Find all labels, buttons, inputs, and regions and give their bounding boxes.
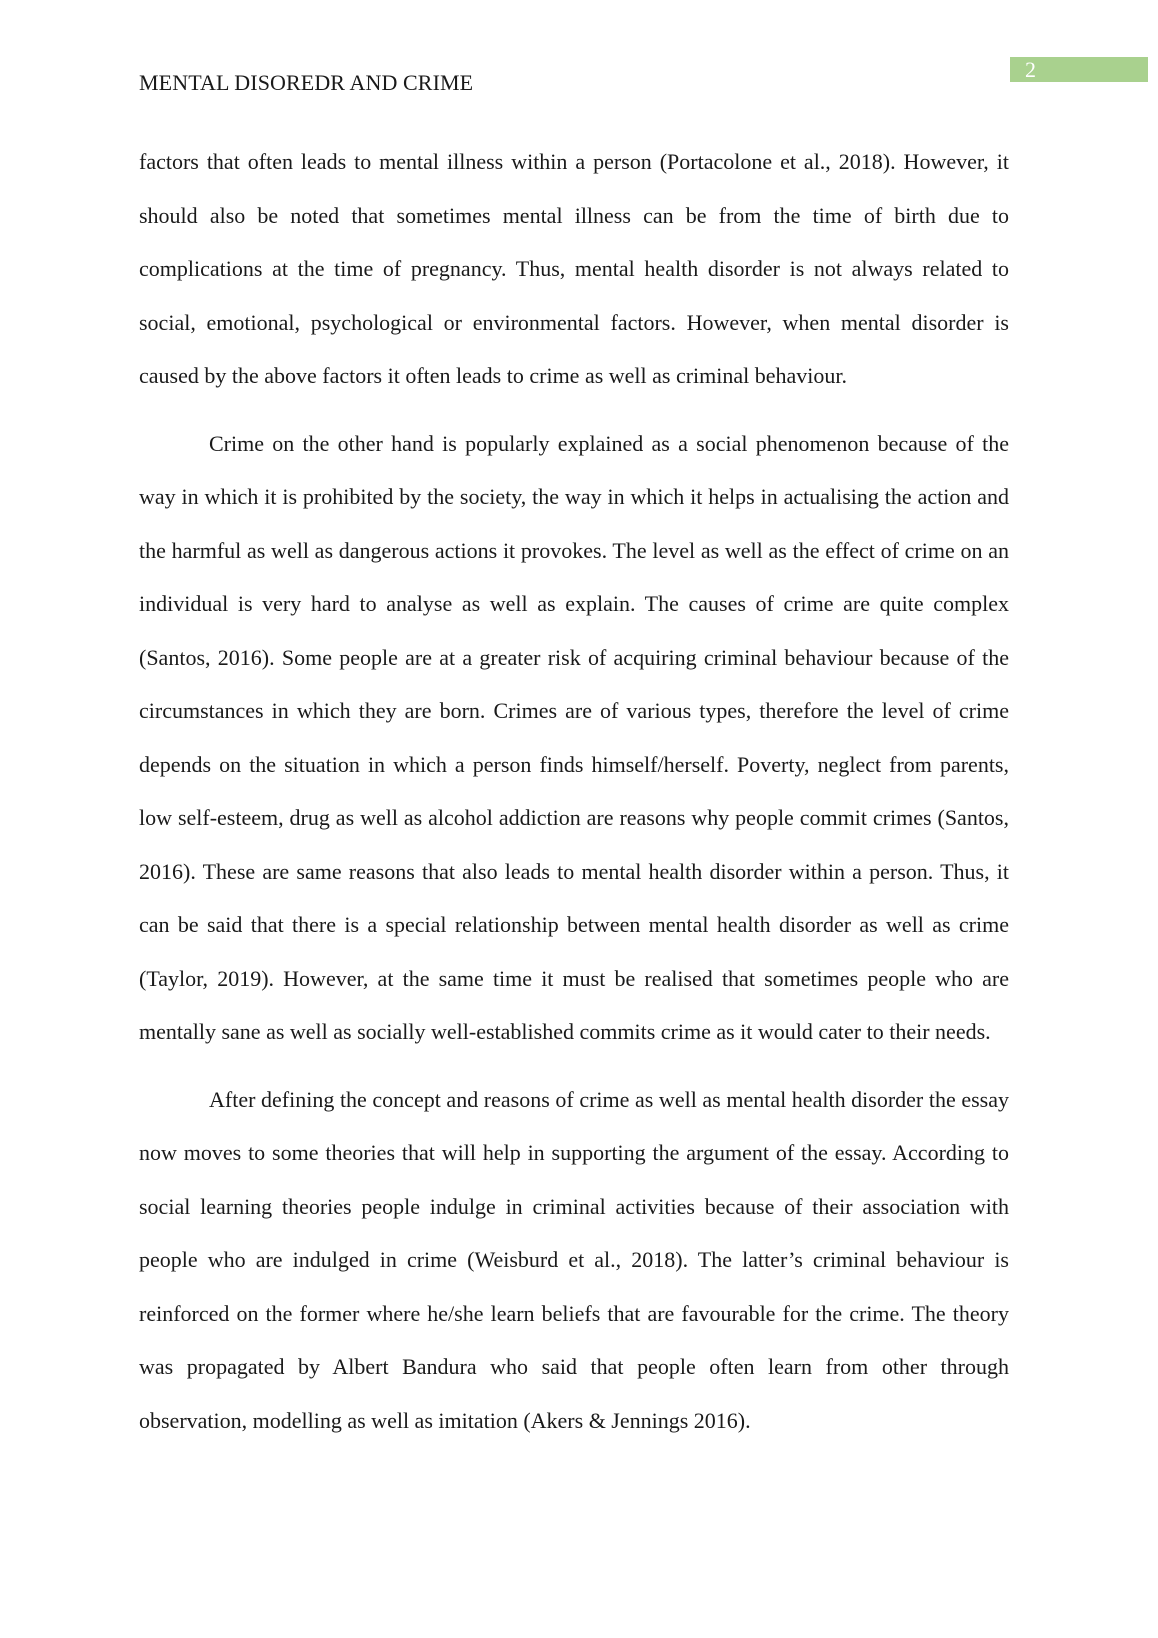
paragraph-1: factors that often leads to mental illness within a person (Portacolone et al., 2018). However, it should also be noted that sometimes mental illness can be from the time of birth due to complications at the time of pregnancy. Thus, mental health disorder is not always related to social, emotional, psychological or environmental factors. However, when mental disorder is caused by the above factors it often leads to crime as well as criminal behaviour. xyxy=(139,149,1009,388)
paragraph-3: After defining the concept and reasons of crime as well as mental health disorder the essay now moves to some theories that will help in supporting the argument of the essay. According to social learning theories people indulge in criminal activities because of their association with people who are indulged in crime (Weisburd et al., 2018). The latter’s criminal behaviour is reinforced on the former where he/she learn beliefs that are favourable for the crime. The theory was propagated by Albert Bandura who said that people often learn from other through observation, modelling as well as imitation (Akers & Jennings 2016). xyxy=(139,1086,1009,1433)
page-number: 2 xyxy=(1025,57,1036,82)
paragraph-2: Crime on the other hand is popularly explained as a social phenomenon because of the way in which it is prohibited by the society, the way in which it helps in actualising the action and the harmful as well as dangerous actions it provokes. The level as well as the effect of crime on an individual is very hard to analyse as well as explain. The causes of crime are quite complex (Santos, 2016). Some people are at a greater risk of acquiring criminal behaviour because of the circumstances in which they are born. Crimes are of various types, therefore the level of crime depends on the situation in which a person finds himself/herself. Poverty, neglect from parents, low self-esteem, drug as well as alcohol addiction are reasons why people commit crimes (Santos, 2016). These are same reasons that also leads to mental health disorder within a person. Thus, it can be said that there is a special relationship between mental health disorder as well as crime (Taylor, 2019). However, at the same time it must be realised that sometimes people who are mentally sane as well as socially well-established commits crime as it would cater to their needs. xyxy=(139,430,1009,1044)
document-body xyxy=(139,135,1009,1447)
running-head: MENTAL DISOREDR AND CRIME xyxy=(139,70,474,95)
